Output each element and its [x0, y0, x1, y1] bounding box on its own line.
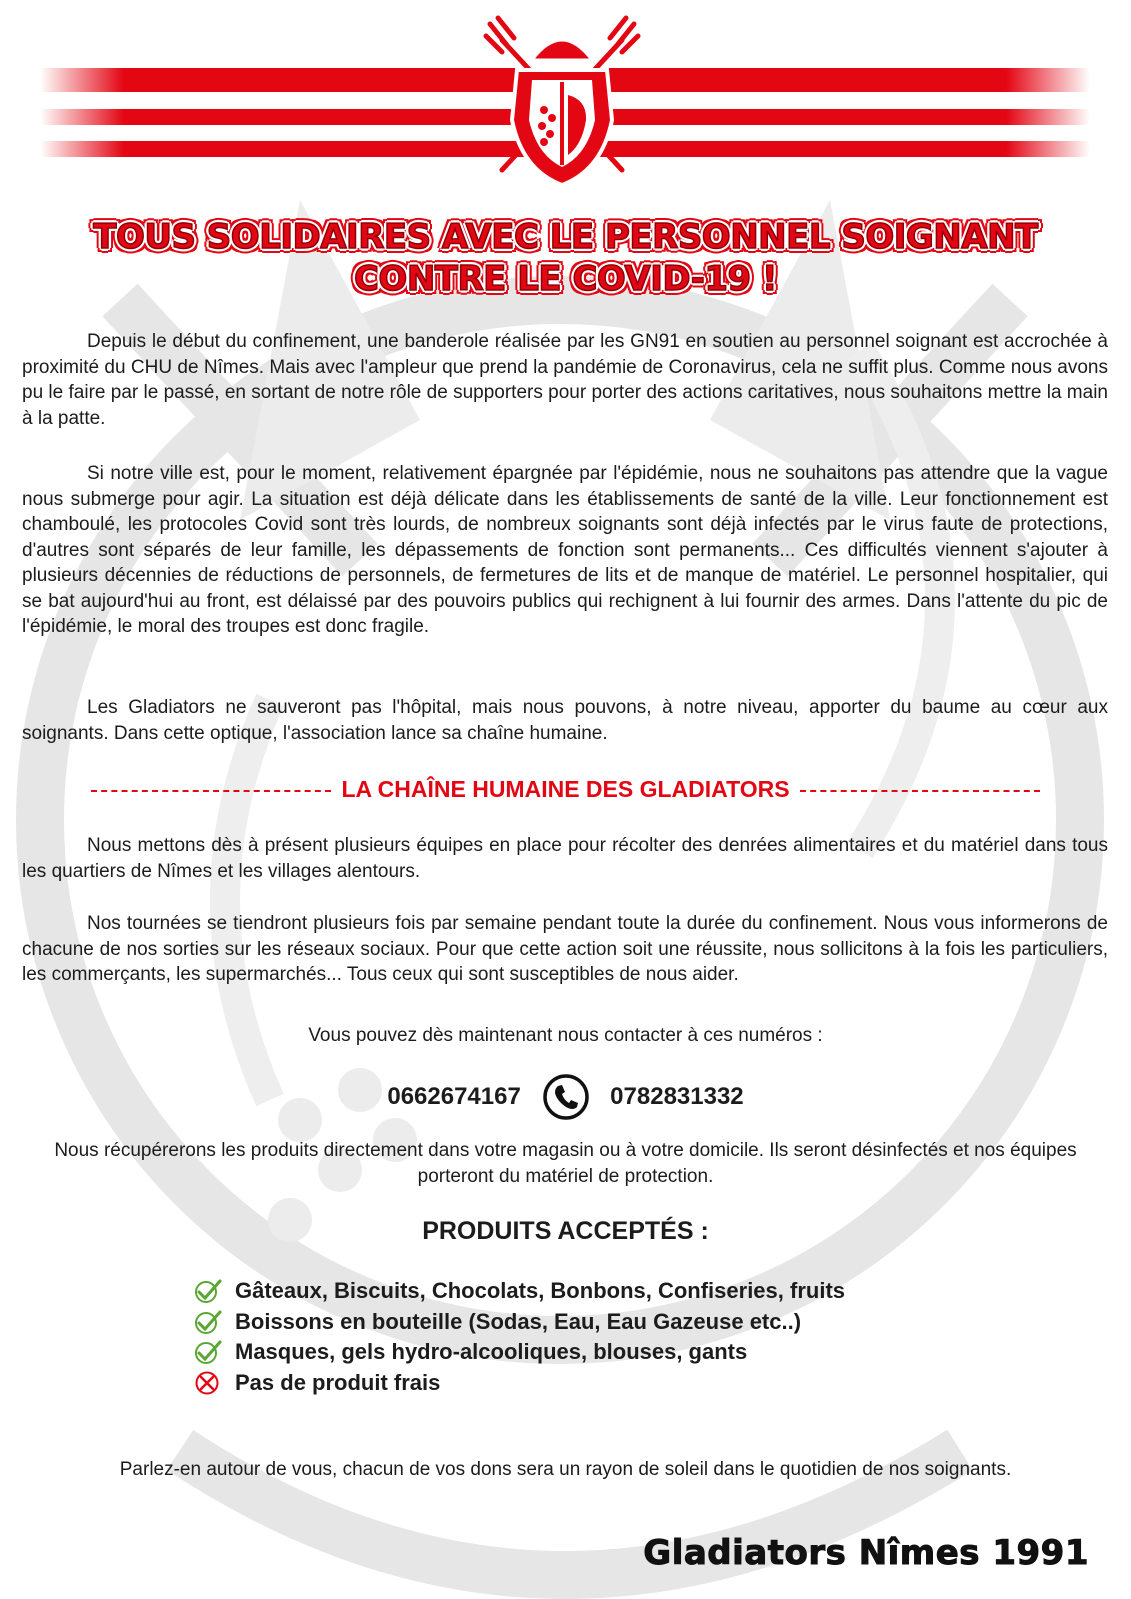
check-icon [193, 1309, 223, 1335]
check-icon [193, 1339, 223, 1365]
signature: Gladiators Nîmes 1991 [643, 1533, 1089, 1573]
product-item [193, 1368, 845, 1399]
section-heading-text: LA CHAÎNE HUMAINE DES GLADIATORS [341, 776, 790, 802]
page-title-line1: TOUS SOLIDAIRES AVEC LE PERSONNEL SOIGNANT [93, 217, 1038, 257]
products-list [193, 1276, 845, 1398]
product-label: Pas de produit frais [235, 1369, 441, 1395]
closing-text: Parlez-en autour de vous, chacun de vos dons sera un rayon de soleil dans le quotidien de nos soignants. [119, 1459, 1012, 1480]
club-emblem-logo [462, 10, 662, 188]
phone-number-2[interactable]: 0782831332 [610, 1083, 744, 1110]
products-heading: PRODUITS ACCEPTÉS : [422, 1217, 709, 1245]
dashed-divider-left [91, 790, 331, 792]
contact-intro: Vous pouvez dès maintenant nous contacter à ces numéros : [308, 1025, 823, 1046]
product-label: Boissons en bouteille (Sodas, Eau, Eau Gazeuse etc..) [235, 1308, 802, 1334]
check-icon [193, 1278, 223, 1304]
section-heading [0, 776, 1131, 803]
product-item [193, 1276, 845, 1307]
product-item [193, 1337, 845, 1368]
paragraph-gladiators: Les Gladiators ne sauveront pas l'hôpital, mais nous pouvons, à notre niveau, apporter du baume au cœur aux soignants. Dans cette optique, l'association lance sa chaîne humaine. [22, 697, 1108, 744]
phone-number-1[interactable]: 0662674167 [387, 1083, 521, 1110]
product-label: Masques, gels hydro-alcooliques, blouses, gants [235, 1339, 748, 1365]
paragraph-teams: Nous mettons dès à présent plusieurs équipes en place pour récolter des denrées alimentaires et du matériel dans tous les quartiers de Nîmes et les villages alentours. [22, 835, 1108, 882]
pickup-info: Nous récupérerons les produits directement dans votre magasin ou à votre domicile. Ils seront désinfectés et nos équipes porteront du matériel de protection. [54, 1140, 1077, 1187]
cross-icon [193, 1370, 223, 1396]
phone-icon [542, 1073, 590, 1121]
page-title-line2: CONTRE LE COVID-19 ! [353, 259, 777, 299]
paragraph-situation: Si notre ville est, pour le moment, relativement épargnée par l'épidémie, nous ne souhaitons pas attendre que la vague nous submerge pour agir. La situation est déjà délicate dans les établissements de santé de la ville. Leur fonctionnement est chamboulé, les protocoles Covid sont très lourds, de nombreux soignants sont déjà infectés par le virus faute de protections, d'autres sont séparés de leur famille, les dépassements de fonction sont permanents... Ces difficultés viennent s'ajouter à plusieurs décennies de réductions de personnels, de fermetures de lits et de manque de matériel. Le personnel hospitalier, qui se bat aujourd'hui au front, est délaissé par des pouvoirs publics qui rechignent à lui fournir des armes. Dans l'attente du pic de l'épidémie, le moral des troupes est donc fragile. [22, 463, 1108, 637]
dashed-divider-right [800, 790, 1040, 792]
phone-numbers [0, 1073, 1131, 1121]
paragraph-tours: Nos tournées se tiendront plusieurs fois par semaine pendant toute la durée du confinement. Nous vous informerons de chacune de nos sorties sur les réseaux sociaux. Pour que cette action soit une réussite, nous sollicitons à la fois les particuliers, les commerçants, les supermarchés... Tous ceux qui sont susceptibles de nous aider. [22, 913, 1108, 985]
product-item [193, 1307, 845, 1338]
product-label: Gâteaux, Biscuits, Chocolats, Bonbons, Confiseries, fruits [235, 1278, 846, 1304]
paragraph-intro: Depuis le début du confinement, une banderole réalisée par les GN91 en soutien au personnel soignant est accrochée à proximité du CHU de Nîmes. Mais avec l'ampleur que prend la pandémie de Coronavirus, cela ne suffit plus. Comme nous avons pu le faire par le passé, en sortant de notre rôle de supporters pour porter des actions caritatives, nous souhaitons mettre la main à la patte. [22, 331, 1108, 429]
